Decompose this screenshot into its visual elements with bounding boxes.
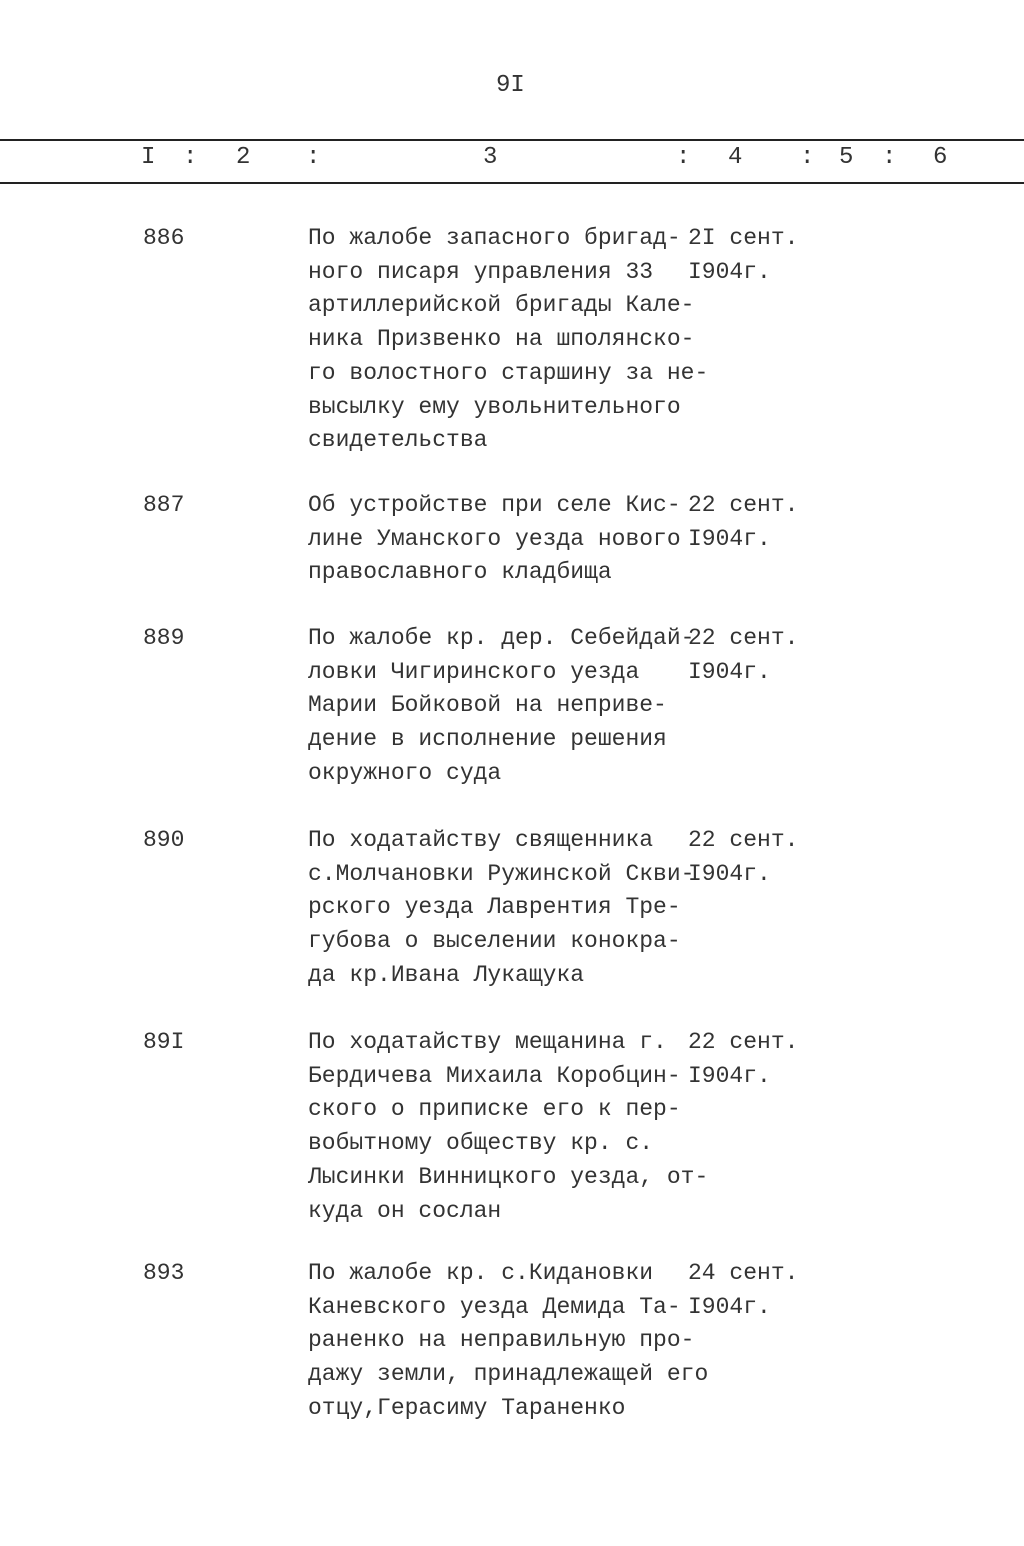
entry-date [688,1257,798,1324]
column-header-4: 4 [728,144,743,171]
date-line: 22 сент. [688,492,799,518]
date-line: I904г. [688,860,771,887]
description-line: раненко на неправильную про- [308,1327,695,1354]
date-line: I904г. [688,1293,771,1320]
entry-number: 887 [143,492,185,518]
column-header-3: 3 [483,144,498,171]
description-line: ника Призвенко на шполянско- [308,326,695,353]
description-line: Бердичева Михаила Коробцин- [308,1062,681,1089]
description-line: дение в исполнение решения [308,726,667,753]
date-line: 2I сент. [688,225,799,251]
description-line: дажу земли, принадлежащей его [308,1361,709,1388]
entry-description [308,622,694,791]
entry-number: 889 [143,625,185,651]
header-top-rule [0,139,1024,141]
page-number: 9I [496,72,525,99]
entry-description [308,824,694,993]
description-line: куда он сослан [308,1197,502,1224]
description-line: высылку ему увольнительного [308,393,681,420]
description-line: рского уезда Лаврентия Тре- [308,894,681,921]
date-line: 22 сент. [688,625,799,651]
column-header-2: 2 [236,144,251,171]
description-line: православного кладбища [308,559,612,586]
description-line: Каневского уезда Демида Та- [308,1293,681,1320]
column-separator: : [800,144,815,171]
description-line: Об устройстве при селе Кис- [308,492,681,518]
description-line: отцу,Герасиму Тараненко [308,1394,626,1421]
description-line: ловки Чигиринского уезда [308,658,640,685]
entry-description [308,222,708,458]
description-line: По ходатайству священника [308,827,654,853]
date-line: 22 сент. [688,827,799,853]
description-line: лине Уманского уезда нового [308,525,681,552]
column-header-5: 5 [839,144,854,171]
description-line: ского о приписке его к пер- [308,1096,681,1123]
description-line: По жалобе кр. дер. Себейдай- [308,625,695,651]
entry-date [688,222,798,289]
column-separator: : [676,144,691,171]
description-line: По жалобе запасного бригад- [308,225,681,251]
entry-number: 890 [143,827,185,853]
entry-description [308,489,681,590]
entry-number: 886 [143,225,185,251]
entry-date [688,824,798,891]
entry-date [688,622,798,689]
date-line: I904г. [688,1062,771,1089]
description-line: ного писаря управления 33 [308,258,654,285]
description-line: Лысинки Винницкого уезда, от- [308,1163,709,1190]
entry-number: 893 [143,1260,185,1286]
date-line: 22 сент. [688,1029,799,1055]
date-line: I904г. [688,525,771,552]
column-header-6: 6 [933,144,948,171]
column-separator: : [306,144,321,171]
column-separator: : [183,144,198,171]
description-line: По ходатайству мещанина г. [308,1029,667,1055]
header-bottom-rule [0,182,1024,184]
column-separator: : [882,144,897,171]
description-line: губова о выселении конокра- [308,928,681,955]
column-header-1: I [141,144,156,171]
entry-description [308,1257,708,1426]
description-line: свидетельства [308,427,488,454]
date-line: I904г. [688,258,771,285]
date-line: I904г. [688,658,771,685]
description-line: да кр.Ивана Лукащука [308,961,585,988]
entry-date [688,1026,798,1093]
description-line: артиллерийской бригады Кале- [308,292,695,319]
entry-date [688,489,798,556]
entry-number: 89I [143,1029,185,1055]
entry-description [308,1026,708,1228]
description-line: го волостного старшину за не- [308,359,709,386]
date-line: 24 сент. [688,1260,799,1286]
description-line: окружного суда [308,759,502,786]
description-line: вобытному обществу кр. с. [308,1130,654,1157]
description-line: По жалобе кр. с.Кидановки [308,1260,654,1286]
description-line: Марии Бойковой на непривe- [308,692,667,719]
description-line: с.Молчановки Ружинской Скви- [308,860,695,887]
